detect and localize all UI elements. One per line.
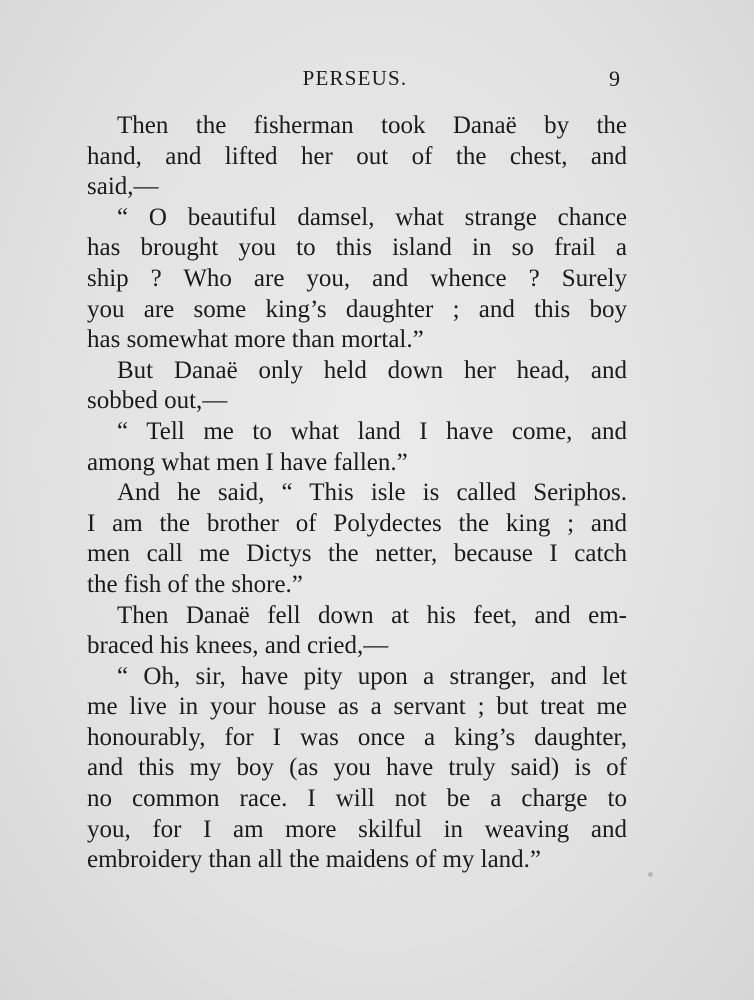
text-line: I am the brother of Polydectes the king ; and [87,509,627,537]
text-line: and this my boy (as you have truly said) is of [87,754,627,782]
text-line: the fish of the shore.” [87,570,303,598]
text-line: said,— [87,173,159,201]
paper-speck [648,872,653,877]
text-line: honourably, for I was once a king’s daughter, [87,723,627,751]
text-line: But Danaë only held down her head, and [117,356,627,384]
text-line: no common race. I will not be a charge to [87,785,627,813]
running-head [86,66,624,98]
text-line: has brought you to this island in so frail a [87,234,627,262]
text-line: “ O beautiful damsel, what strange chance [117,203,627,231]
text-line: you are some king’s daughter ; and this boy [87,295,627,323]
text-line: men call me Dictys the netter, because I catch [87,540,627,568]
text-line: among what men I have fallen.” [87,448,408,476]
page-number: 9 [609,66,620,91]
body-text [87,111,627,876]
text-line: Then Danaë fell down at his feet, and em- [117,601,627,629]
text-line: hand, and lifted her out of the chest, and [87,142,627,170]
text-line: sobbed out,— [87,387,228,415]
text-line: me live in your house as a servant ; but treat me [87,693,627,721]
text-line: And he said, “ This isle is called Seriphos. [117,479,627,507]
text-line: Then the fisherman took Danaë by the [117,112,627,139]
text-line: has somewhat more than mortal.” [87,326,424,354]
text-line: “ Oh, sir, have pity upon a stranger, and let [117,662,627,690]
text-line: embroidery than all the maidens of my land.” [87,846,542,874]
running-title: PERSEUS. [302,66,408,90]
text-line: “ Tell me to what land I have come, and [117,417,627,445]
text-line: braced his knees, and cried,— [87,632,389,660]
text-line: ship ? Who are you, and whence ? Surely [87,264,627,292]
text-line: you, for I am more skilful in weaving and [87,815,627,843]
